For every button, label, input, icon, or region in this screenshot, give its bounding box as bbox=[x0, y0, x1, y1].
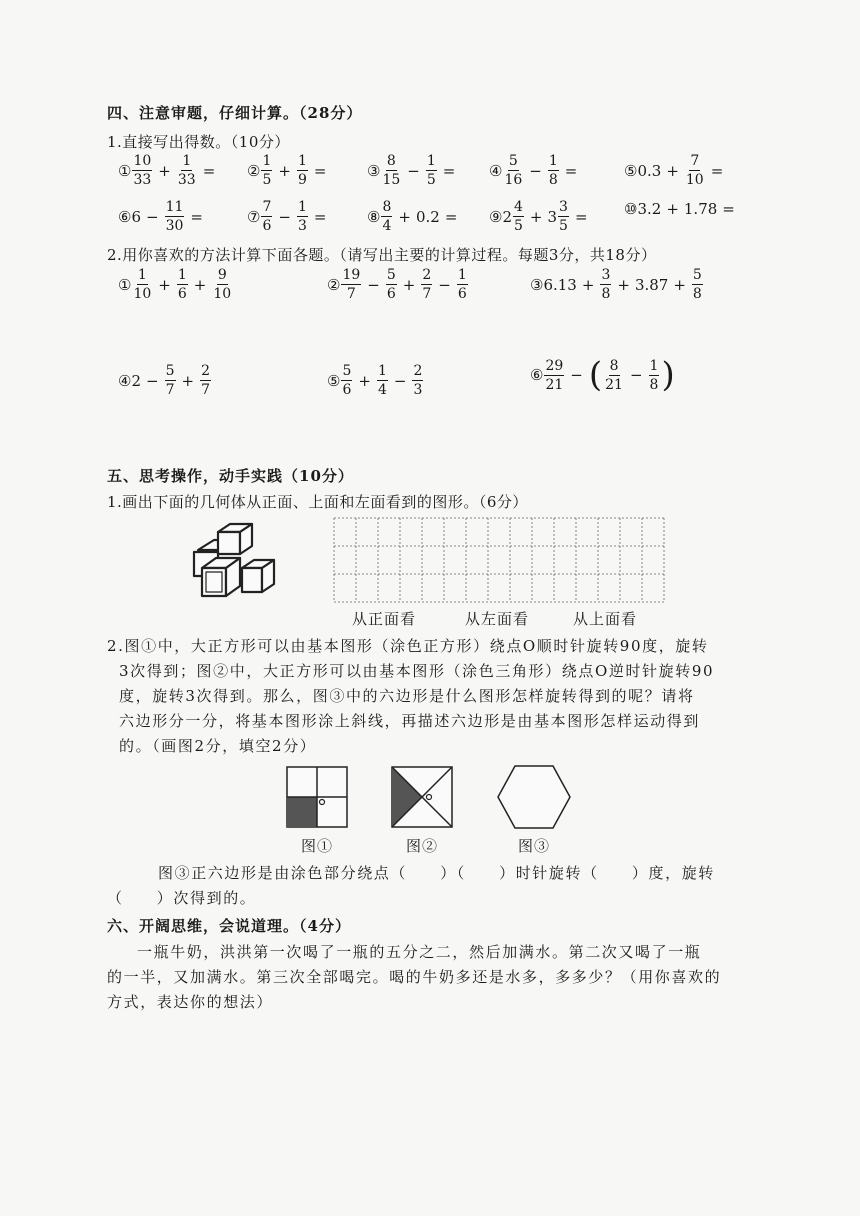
operator: = bbox=[442, 161, 456, 180]
item-number: ⑧ bbox=[367, 207, 381, 226]
item-number: ① bbox=[118, 161, 132, 180]
section5-q2 bbox=[107, 634, 757, 759]
operator: = bbox=[444, 207, 458, 226]
operator: = bbox=[313, 207, 327, 226]
fraction: $\frac{5}{8}$ bbox=[692, 267, 702, 302]
figure2-label: 图② bbox=[406, 837, 439, 855]
problem-line-1: 一瓶牛奶，洪洪第一次喝了一瓶的五分之二，然后加满水。第二次又喝了一瓶 bbox=[137, 943, 702, 961]
item-number: ⑤ bbox=[327, 371, 341, 390]
operator: − bbox=[570, 366, 583, 384]
view-label-left: 从左面看 bbox=[465, 610, 530, 628]
fraction: $\frac{2}{7}$ bbox=[422, 267, 432, 302]
operator: = bbox=[710, 161, 724, 180]
fraction: $\frac{2}{7}$ bbox=[201, 363, 210, 398]
section5-q1: 1.画出下面的几何体从正面、上面和左面看到的图形。（6分） bbox=[107, 493, 528, 511]
operator: − bbox=[629, 366, 643, 384]
operator: + bbox=[666, 161, 679, 180]
figure3-label: 图③ bbox=[518, 837, 551, 855]
q2-line-1: 2.图①中，大正方形可以由基本图形（涂色正方形）绕点O顺时针旋转90度，旋转 bbox=[107, 637, 709, 655]
operator: + bbox=[617, 275, 630, 294]
direct-calc-item bbox=[367, 154, 460, 187]
fraction: $\frac{7}{6}$ bbox=[262, 199, 272, 234]
q2-line-3: 度，旋转3次得到。那么，图③中的六边形是什么图形怎样旋转得到的呢？请将 bbox=[119, 687, 695, 705]
direct-calc-item bbox=[624, 200, 740, 218]
item-number: ⑩ bbox=[624, 200, 638, 218]
fraction: $\frac{5}{6}$ bbox=[342, 363, 352, 398]
parenthesis: ( bbox=[588, 355, 603, 395]
figure2-square bbox=[391, 766, 453, 828]
number: 6.13 bbox=[543, 275, 577, 294]
method-calc-item bbox=[327, 364, 424, 397]
operator: + bbox=[158, 275, 171, 294]
fraction: $\frac{8}{15}$ bbox=[382, 153, 401, 188]
operator: − bbox=[146, 371, 159, 390]
direct-calc-item bbox=[489, 154, 582, 187]
fraction: $\frac{7}{10}$ bbox=[685, 153, 704, 188]
number: 3 bbox=[547, 207, 558, 226]
fraction: $\frac{11}{30}$ bbox=[165, 199, 184, 234]
method-calc-item bbox=[530, 355, 676, 395]
operator: + bbox=[193, 275, 207, 294]
item-number: ⑦ bbox=[247, 207, 261, 226]
number: 3.87 bbox=[634, 275, 669, 294]
fraction: $\frac{5}{7}$ bbox=[165, 363, 175, 398]
operator: + bbox=[666, 200, 679, 218]
fraction: $\frac{1}{6}$ bbox=[177, 267, 187, 302]
method-calc-item bbox=[118, 268, 233, 301]
operator: + bbox=[398, 207, 411, 226]
operator: = bbox=[313, 161, 327, 180]
section6-title: 六、开阔思维，会说道理。（4分） bbox=[107, 917, 351, 935]
fraction: $\frac{1}{9}$ bbox=[297, 153, 307, 188]
operator: = bbox=[574, 207, 588, 226]
item-number: ④ bbox=[489, 161, 503, 180]
operator: + bbox=[673, 275, 686, 294]
view-label-front: 从正面看 bbox=[352, 610, 417, 628]
number: 0.3 bbox=[637, 161, 662, 180]
drawing-grid[interactable] bbox=[333, 517, 665, 603]
item-number: ③ bbox=[530, 275, 544, 294]
operator: + bbox=[278, 161, 291, 180]
figure1-label: 图① bbox=[301, 837, 334, 855]
operator: − bbox=[438, 275, 451, 294]
fraction: $\frac{29}{21}$ bbox=[545, 357, 564, 393]
q2-line-2: 3次得到；图②中，大正方形可以由基本图形（涂色三角形）绕点O逆时针旋转90 bbox=[119, 662, 715, 680]
fraction: $\frac{8}{21}$ bbox=[605, 357, 623, 393]
cube-stack-figure bbox=[188, 520, 278, 602]
direct-calc-item bbox=[489, 200, 593, 233]
operator: − bbox=[393, 371, 407, 390]
operator: − bbox=[367, 275, 380, 294]
item-number: ⑨ bbox=[489, 207, 503, 226]
method-calc-item bbox=[530, 268, 704, 301]
operator: + bbox=[181, 371, 195, 390]
operator: − bbox=[146, 207, 159, 226]
q2-line-5: 的。（画图2分，填空2分） bbox=[119, 737, 317, 755]
operator: + bbox=[358, 371, 371, 390]
fraction: $\frac{1}{3}$ bbox=[297, 199, 307, 234]
section4-q1: 1.直接写出得数。（10分） bbox=[107, 133, 290, 151]
fraction: $\frac{19}{7}$ bbox=[342, 267, 361, 302]
operator: + bbox=[158, 161, 171, 180]
fill-blank-line2[interactable]: （ ）次得到的。 bbox=[107, 889, 257, 907]
direct-calc-item bbox=[118, 154, 220, 187]
operator: = bbox=[564, 161, 578, 180]
fraction: $\frac{1}{4}$ bbox=[377, 363, 387, 398]
number: 0.2 bbox=[415, 207, 440, 226]
fraction: $\frac{1}{8}$ bbox=[649, 357, 659, 393]
item-number: ④ bbox=[118, 371, 132, 390]
fraction: $\frac{10}{33}$ bbox=[133, 153, 152, 188]
view-label-top: 从上面看 bbox=[573, 610, 638, 628]
parenthesis: ) bbox=[661, 355, 675, 395]
item-number: ② bbox=[247, 161, 261, 180]
fraction: $\frac{9}{10}$ bbox=[213, 267, 232, 302]
fraction: $\frac{1}{8}$ bbox=[548, 153, 558, 188]
figure3-hexagon bbox=[496, 764, 572, 830]
fraction: $\frac{3}{8}$ bbox=[601, 267, 611, 302]
direct-calc-item bbox=[367, 200, 462, 233]
number: 2 bbox=[131, 371, 141, 390]
fraction: $\frac{4}{5}$ bbox=[514, 199, 523, 234]
item-number: ③ bbox=[367, 161, 381, 180]
direct-calc-item bbox=[247, 154, 331, 187]
section5-title: 五、思考操作，动手实践（10分） bbox=[107, 467, 354, 485]
number: 1.78 bbox=[683, 200, 718, 218]
item-number: ⑤ bbox=[624, 161, 638, 180]
fraction: $\frac{2}{3}$ bbox=[413, 363, 423, 398]
fraction: $\frac{5}{16}$ bbox=[504, 153, 523, 188]
operator: − bbox=[407, 161, 420, 180]
number: 3.2 bbox=[637, 200, 662, 218]
fraction: $\frac{5}{6}$ bbox=[386, 267, 396, 302]
method-calc-item bbox=[118, 364, 212, 397]
fraction: $\frac{1}{5}$ bbox=[426, 153, 436, 188]
operator: = bbox=[722, 200, 735, 218]
q2-line-4: 六边形分一分，将基本图形涂上斜线，再描述六边形是由基本图形怎样运动得到 bbox=[119, 712, 701, 730]
method-calc-item bbox=[327, 268, 469, 301]
item-number: ⑥ bbox=[118, 207, 132, 226]
figure1-square bbox=[286, 766, 348, 828]
operator: − bbox=[529, 161, 542, 180]
fraction: $\frac{3}{5}$ bbox=[559, 199, 568, 234]
direct-calc-item bbox=[247, 200, 331, 233]
direct-calc-item bbox=[624, 154, 728, 187]
direct-calc-item bbox=[118, 200, 208, 233]
item-number: ⑥ bbox=[530, 366, 544, 384]
fraction: $\frac{8}{4}$ bbox=[382, 199, 392, 234]
section6-problem bbox=[107, 940, 757, 1015]
fraction: $\frac{1}{33}$ bbox=[177, 153, 196, 188]
operator: + bbox=[402, 275, 416, 294]
problem-line-2: 的一半，又加满水。第三次全部喝完。喝的牛奶多还是水多，多多少？（用你喜欢的 bbox=[107, 968, 722, 986]
fraction: $\frac{1}{10}$ bbox=[133, 267, 152, 302]
operator: + bbox=[529, 207, 543, 226]
fill-blank-line1[interactable]: 图③正六边形是由涂色部分绕点（ ）（ ）时针旋转（ ）度，旋转 bbox=[158, 864, 715, 882]
fraction: $\frac{1}{5}$ bbox=[262, 153, 272, 188]
fraction: $\frac{1}{6}$ bbox=[457, 267, 467, 302]
number: 2 bbox=[502, 207, 512, 226]
operator: = bbox=[190, 207, 203, 226]
item-number: ① bbox=[118, 275, 132, 294]
section4-title: 四、注意审题，仔细计算。（28分） bbox=[107, 104, 363, 122]
problem-line-3: 方式，表达你的想法） bbox=[107, 993, 274, 1011]
item-number: ② bbox=[327, 275, 341, 294]
operator: − bbox=[278, 207, 291, 226]
operator: + bbox=[581, 275, 595, 294]
operator: = bbox=[202, 161, 216, 180]
number: 6 bbox=[131, 207, 141, 226]
section4-q2: 2.用你喜欢的方法计算下面各题。（请写出主要的计算过程。每题3分，共18分） bbox=[107, 246, 657, 264]
